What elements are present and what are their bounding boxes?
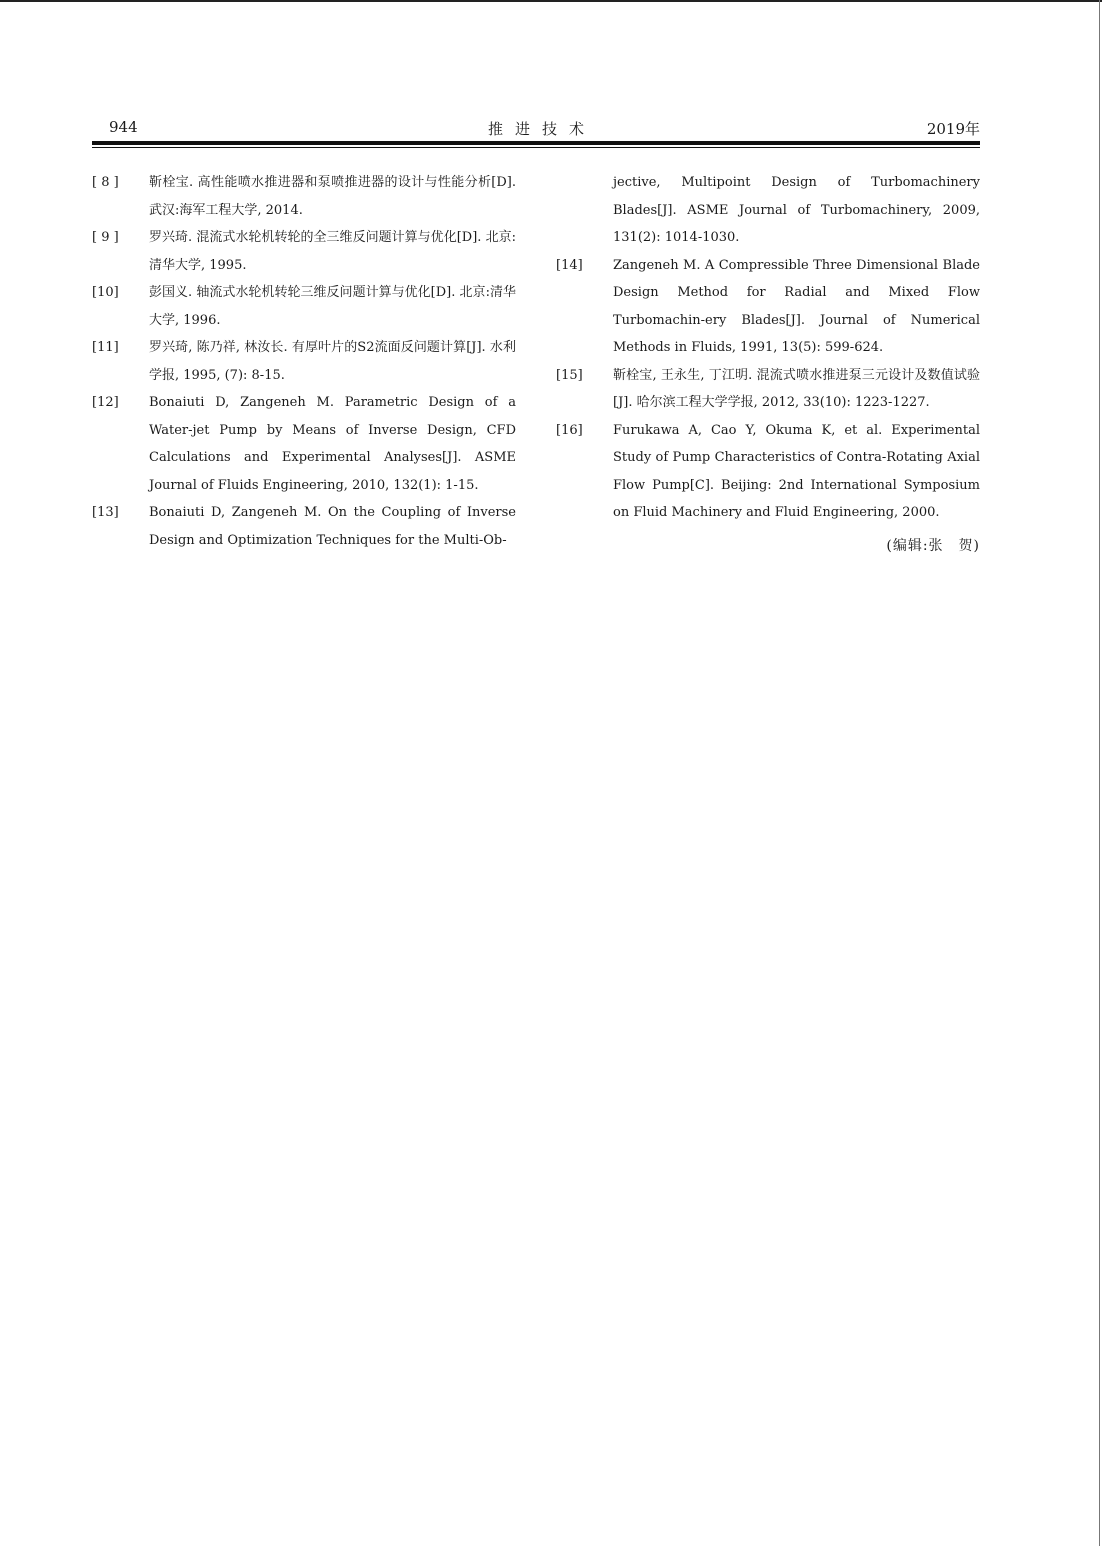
editor-credit: (编辑:张 贺) [886, 537, 980, 554]
reference-continuation: jective, Multipoint Design of Turbomachinery Blades[J]. ASME Journal of Turbomachinery, 2009, 131(2): 1014-1030. [613, 175, 980, 245]
reference-number: [10] [92, 285, 119, 300]
header-rule-thick [92, 141, 980, 145]
journal-name: 推进技术 [487, 120, 596, 138]
reference-number: [12] [92, 395, 119, 410]
reference-item [92, 169, 516, 224]
reference-text: Bonaiuti D, Zangeneh M. On the Coupling of Inverse Design and Optimization Techniques for the Multi-Ob- [149, 505, 516, 548]
page-header [92, 116, 980, 140]
reference-number: [15] [556, 367, 583, 383]
reference-item [92, 224, 516, 279]
reference-item [92, 499, 516, 554]
reference-text: 靳栓宝. 高性能喷水推进器和泵喷推进器的设计与性能分析[D]. 武汉:海军工程大学, 2014. [149, 175, 516, 218]
reference-text: 罗兴琦. 混流式水轮机转轮的全三维反问题计算与优化[D]. 北京:清华大学, 1995. [149, 230, 516, 273]
reference-number: [ 9 ] [92, 230, 119, 245]
reference-text: 罗兴琦, 陈乃祥, 林汝长. 有厚叶片的S2流面反问题计算[J]. 水利学报, 1995, (7): 8-15. [149, 340, 516, 383]
reference-number: [14] [556, 257, 583, 273]
page-right-edge [1099, 0, 1100, 1546]
reference-item [556, 362, 980, 417]
reference-text: 靳栓宝, 王永生, 丁江明. 混流式喷水推进泵三元设计及数值试验[J]. 哈尔滨工程大学学报, 2012, 33(10): 1223-1227. [613, 367, 980, 410]
reference-number: [11] [92, 340, 119, 355]
references-right-column [556, 169, 980, 555]
reference-text: Furukawa A, Cao Y, Okuma K, et al. Experimental Study of Pump Characteristics of Contra-Rotating Axial Flow Pump[C]. Beijing: 2nd International Symposium on Fluid Machinery and Fluid Engineering, 2000. [613, 422, 980, 520]
reference-number: [ 8 ] [92, 175, 119, 190]
reference-text: 彭国义. 轴流式水轮机转轮三维反问题计算与优化[D]. 北京:清华大学, 1996. [149, 285, 516, 328]
reference-item [556, 252, 980, 362]
header-rule-thin [92, 147, 980, 148]
reference-item [92, 334, 516, 389]
references-left-column [92, 169, 516, 554]
reference-text: Zangeneh M. A Compressible Three Dimensional Blade Design Method for Radial and Mixed Flow Turbomachin-ery Blades[J]. Journal of Numerical Methods in Fluids, 1991, 13(5): 599-624. [613, 257, 980, 355]
reference-item [92, 279, 516, 334]
page-top-edge [0, 0, 1102, 2]
reference-text: Bonaiuti D, Zangeneh M. Parametric Design of a Water-jet Pump by Means of Inverse Design, CFD Calculations and Experimental Analyses[J]. ASME Journal of Fluids Engineering, 2010, 132(1): 1-15. [149, 395, 516, 493]
page-number: 944 [109, 118, 138, 136]
reference-number: [13] [92, 505, 119, 520]
reference-number: [16] [556, 422, 583, 438]
reference-item [556, 417, 980, 527]
reference-item [92, 389, 516, 499]
publication-year: 2019年 [926, 120, 980, 138]
